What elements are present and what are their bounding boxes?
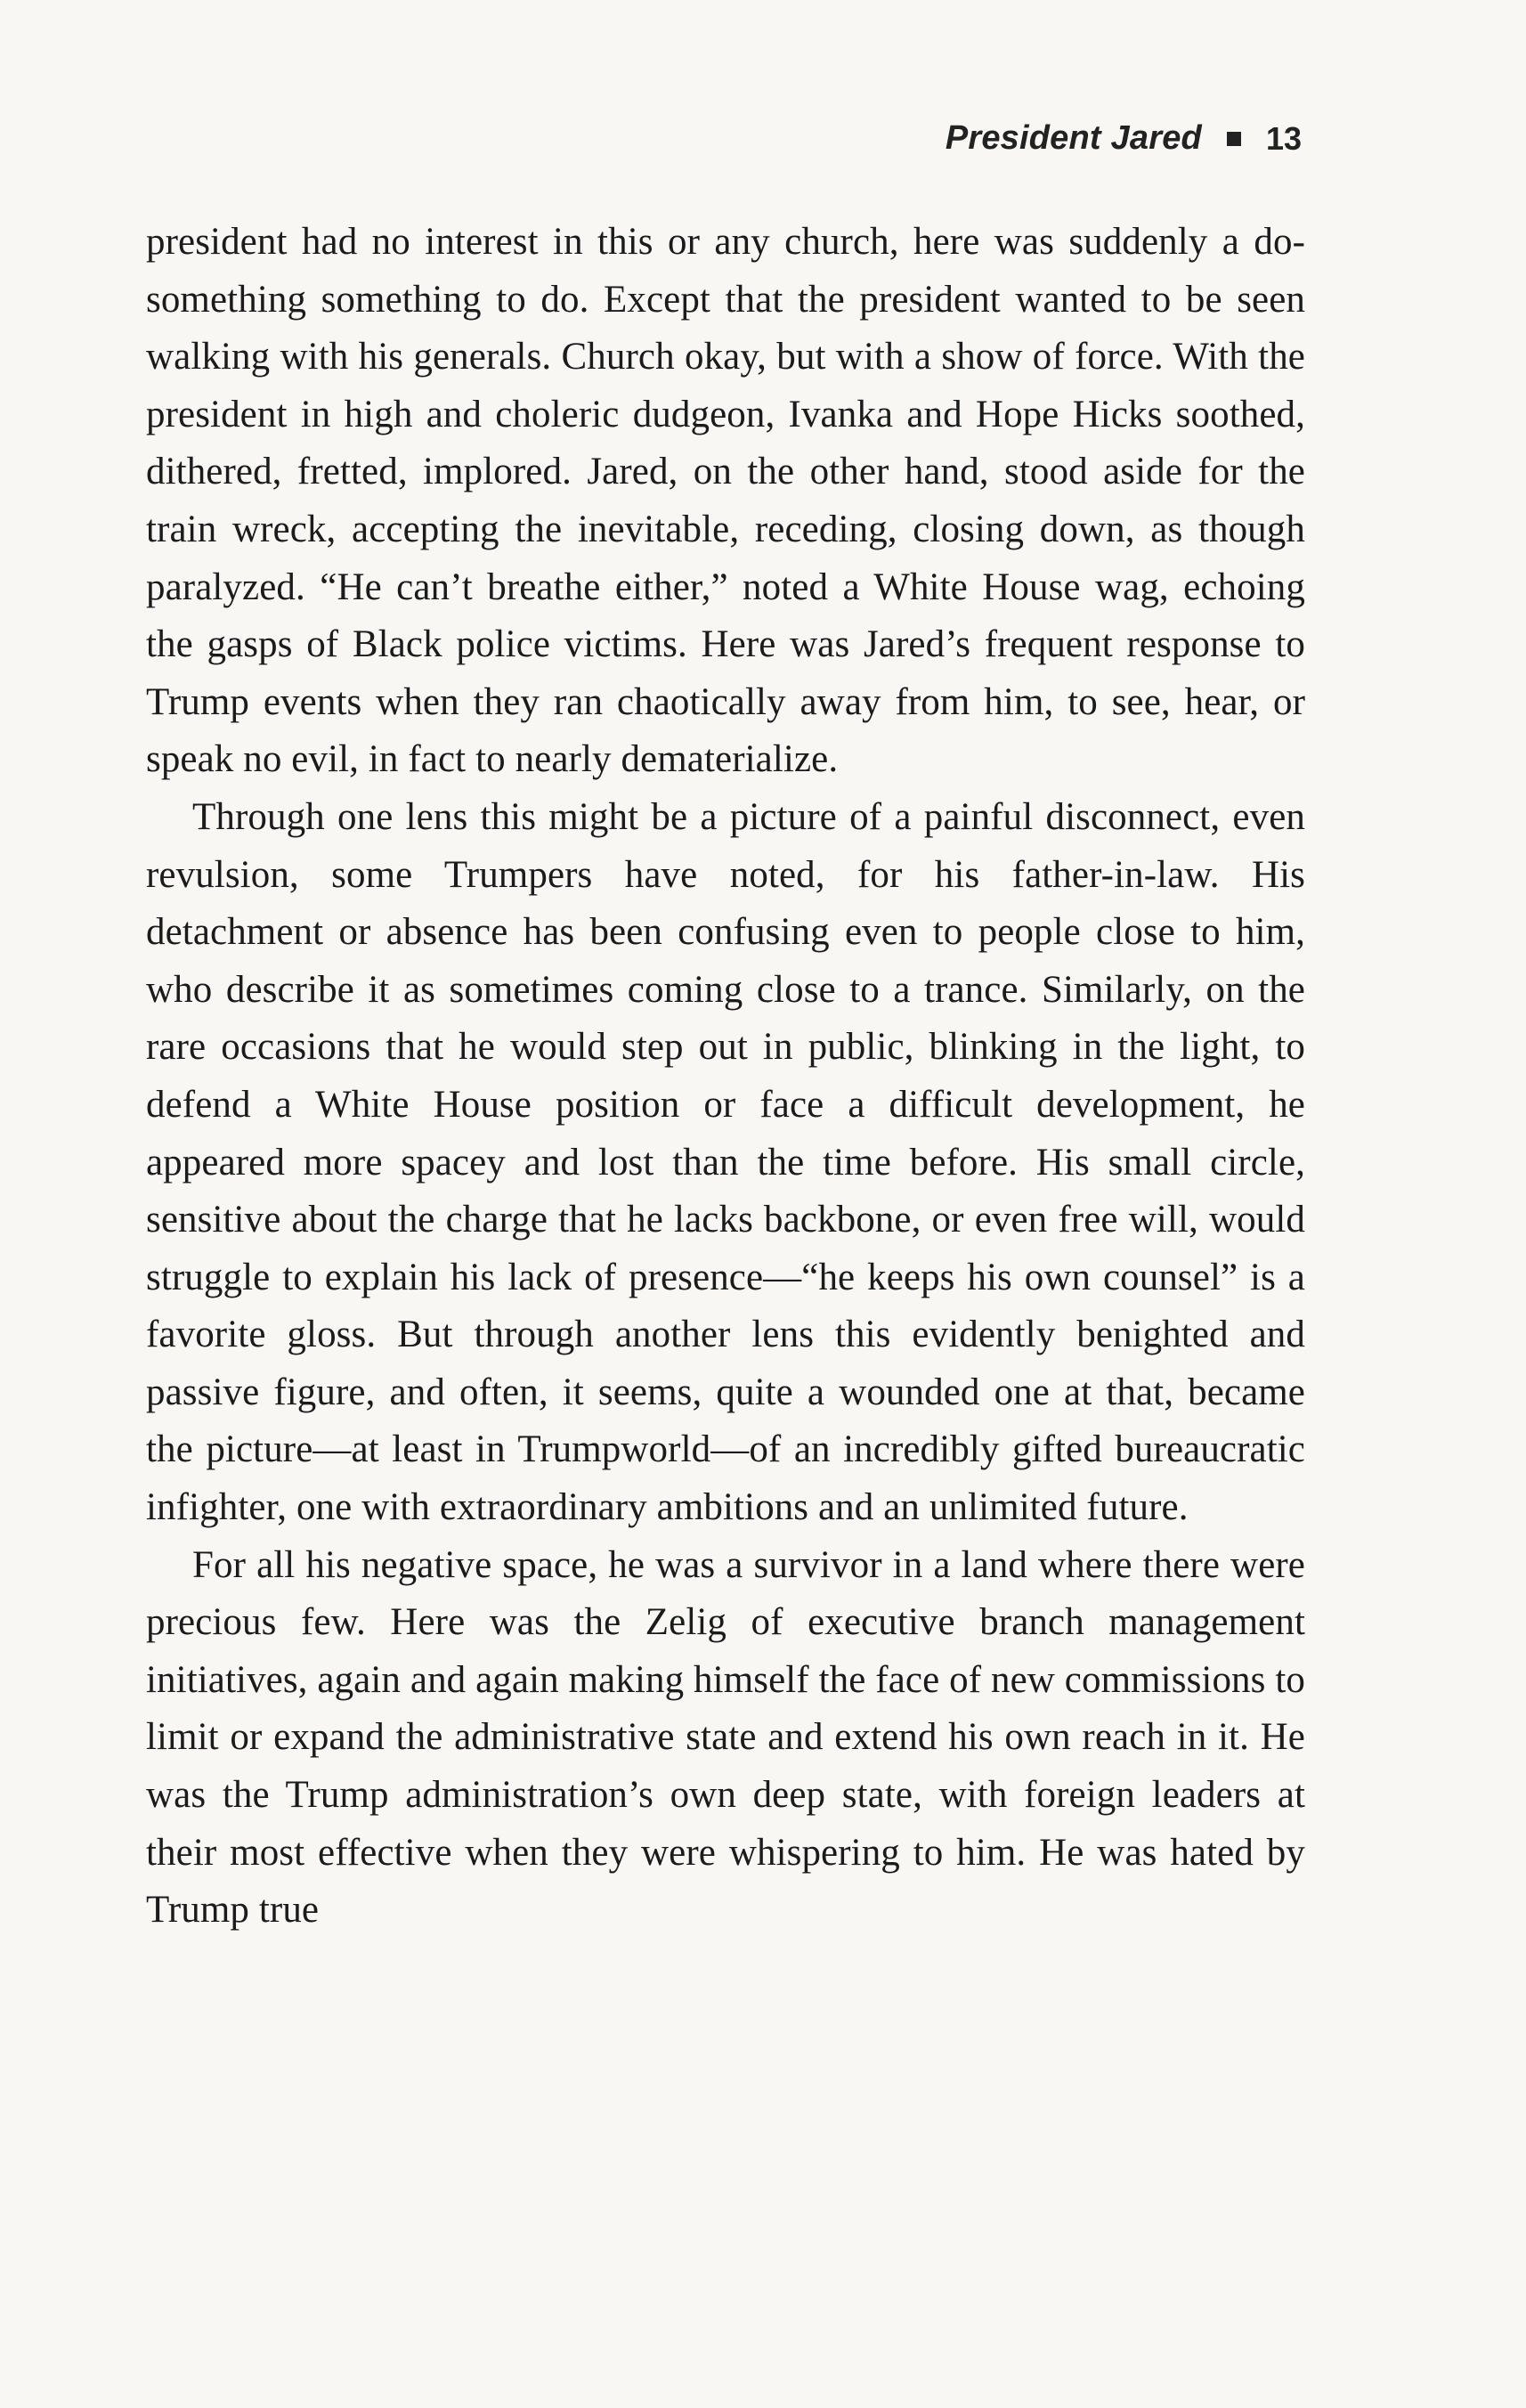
paragraph: president had no interest in this or any church, here was suddenly a do-something something to do. Except that the president wanted to be seen walking with his generals. Church okay, but with a show of force. With the president in high and choleric dudgeon, Ivanka and Hope Hicks soothed, dithered, fretted, implored. Jared, on the other hand, stood aside for the train wreck, accepting the inevitable, receding, closing down, as though paralyzed. “He can’t breathe either,” noted a White House wag, echoing the gasps of Black police victims. Here was Jared’s frequent response to Trump events when they ran chaotically away from him, to see, hear, or speak no evil, in fact to nearly dematerialize. xyxy=(146,221,1305,781)
paragraph: For all his negative space, he was a survivor in a land where there were precious few. Here was the Zelig of executive branch management initiatives, again and again making himself the face of new commissions to limit or expand the administrative state and extend his own reach in it. He was the Trump administration’s own deep state, with foreign leaders at their most effective when they were whispering to him. He was hated by Trump true xyxy=(146,1543,1305,1932)
square-bullet-icon xyxy=(1227,132,1241,146)
running-title: President Jared xyxy=(945,119,1202,157)
body-text xyxy=(146,214,1305,1940)
page-number: 13 xyxy=(1265,119,1302,157)
paragraph: Through one lens this might be a picture of a painful disconnect, even revulsion, some Trumpers have noted, for his father-in-law. His detachment or absence has been confusing even to people close to him, who describe it as sometimes coming close to a trance. Similarly, on the rare occasions that he would step out in public, blinking in the light, to defend a White House position or face a difficult development, he appeared more spacey and lost than the time before. His small circle, sensitive about the charge that he lacks backbone, or even free will, would struggle to explain his lack of presence—“he keeps his own counsel” is a favorite gloss. But through another lens this evidently benighted and passive figure, and often, it seems, quite a wounded one at that, became the picture—at least in Trumpworld—of an incredibly gifted bureaucratic infighter, one with extraordinary ambitions and an unlimited future. xyxy=(146,795,1305,1529)
running-header xyxy=(946,119,1302,158)
